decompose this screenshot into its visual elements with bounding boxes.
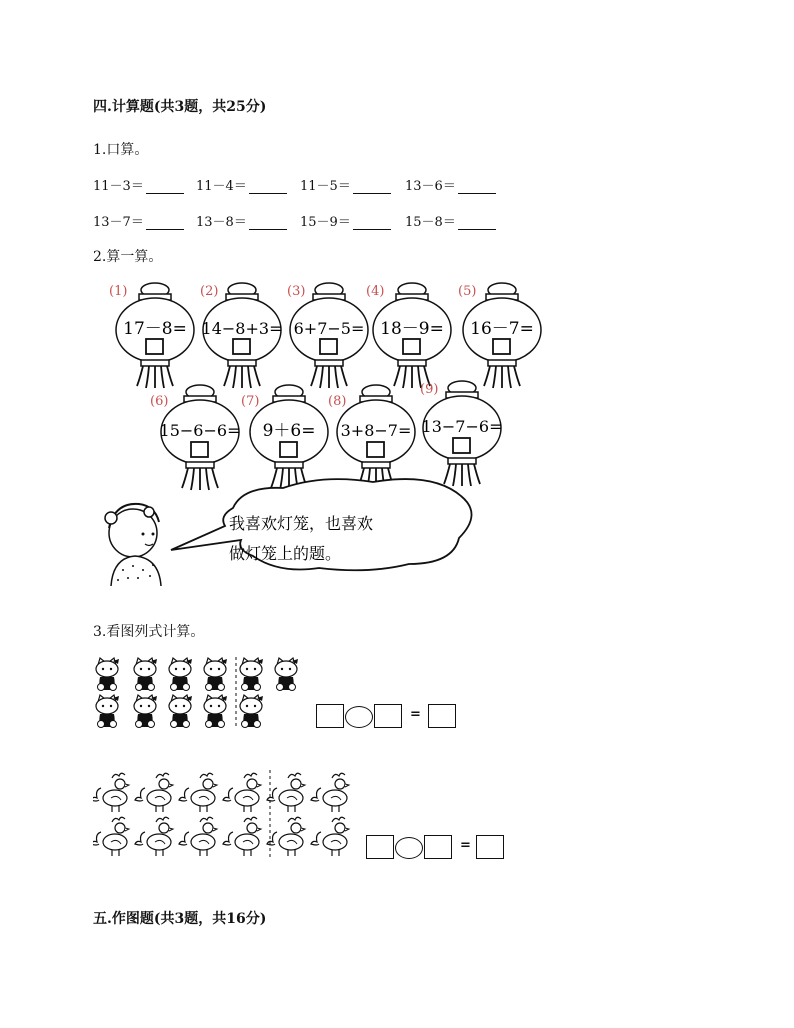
- hello-kitty-icon: [134, 695, 157, 728]
- answer-blank[interactable]: [249, 180, 287, 194]
- section-5-title: 五.作图题(共3题，共16分): [93, 911, 267, 927]
- answer-box[interactable]: [233, 339, 250, 354]
- hello-kitty-icon: [96, 658, 119, 691]
- rooster-group-right: [267, 773, 349, 856]
- lantern-5: [458, 283, 541, 388]
- lantern-expression: 15−6−6=: [159, 421, 241, 440]
- hello-kitty-icon: [240, 695, 263, 728]
- hello-kitty-icon: [240, 658, 263, 691]
- lantern-4: [366, 283, 451, 388]
- answer-blank[interactable]: [353, 216, 391, 230]
- hello-kitty-icon: [169, 658, 192, 691]
- equation: 13－6＝: [405, 175, 496, 194]
- question-1-title: 1.口算。: [93, 142, 149, 158]
- equals-sign: =: [460, 838, 471, 853]
- equals-sign: =: [410, 707, 421, 722]
- operator-oval[interactable]: [345, 706, 373, 728]
- lantern-number: (7): [241, 394, 260, 409]
- equation: 11－3＝: [93, 175, 184, 194]
- equation: 15－8＝: [405, 211, 496, 230]
- lantern-3: [287, 283, 368, 388]
- hello-kitty-icon: [204, 658, 227, 691]
- answer-box[interactable]: [403, 339, 420, 354]
- answer-box[interactable]: [146, 339, 163, 354]
- lantern-9: [420, 381, 502, 486]
- kitty-picture: [93, 655, 318, 730]
- rooster-icon: [93, 773, 129, 812]
- hello-kitty-icon: [275, 658, 298, 691]
- speech-line-1: 我喜欢灯笼，也喜欢: [229, 514, 374, 533]
- section-4-title: 四.计算题(共3题，共25分): [93, 99, 267, 115]
- answer-box[interactable]: [316, 704, 344, 728]
- question-2-title: 2.算一算。: [93, 249, 163, 265]
- operator-oval[interactable]: [395, 837, 423, 859]
- lantern-8: [328, 385, 415, 490]
- question-3-title: 3.看图列式计算。: [93, 624, 205, 640]
- lantern-number: (1): [109, 284, 128, 299]
- rooster-icon: [267, 773, 305, 812]
- lantern-number: (4): [366, 284, 385, 299]
- answer-blank[interactable]: [146, 216, 184, 230]
- lantern-expression: 13−7−6=: [421, 417, 503, 436]
- hello-kitty-icon: [96, 695, 119, 728]
- rooster-icon: [311, 817, 349, 856]
- answer-box[interactable]: [367, 442, 384, 457]
- answer-box[interactable]: [476, 835, 504, 859]
- rooster-group-left: [93, 773, 261, 856]
- lantern-6: [150, 385, 240, 490]
- rooster-icon: [311, 773, 349, 812]
- answer-box[interactable]: [493, 339, 510, 354]
- rooster-icon: [267, 817, 305, 856]
- speech-bubble: [171, 479, 472, 570]
- lantern-number: (3): [287, 284, 306, 299]
- lantern-1: [109, 283, 194, 388]
- hello-kitty-icon: [204, 695, 227, 728]
- lantern-2: [200, 283, 282, 388]
- lantern-number: (8): [328, 394, 347, 409]
- answer-blank[interactable]: [458, 216, 496, 230]
- rooster-icon: [135, 773, 173, 812]
- lantern-expression: 3+8−7=: [340, 421, 412, 440]
- equation: 15－9＝: [300, 211, 391, 230]
- answer-box[interactable]: [374, 704, 402, 728]
- rooster-picture: [93, 768, 363, 860]
- kitty-group-left: [96, 658, 263, 728]
- hello-kitty-icon: [169, 695, 192, 728]
- answer-box[interactable]: [191, 442, 208, 457]
- lantern-illustration: [93, 278, 548, 586]
- rooster-icon: [93, 817, 129, 856]
- lantern-7: [241, 385, 328, 490]
- answer-blank[interactable]: [458, 180, 496, 194]
- rooster-icon: [179, 773, 217, 812]
- answer-box[interactable]: [424, 835, 452, 859]
- speech-line-2: 做灯笼上的题。: [229, 544, 342, 563]
- answer-box[interactable]: [280, 442, 297, 457]
- equation: 11－5＝: [300, 175, 391, 194]
- lantern-expression: 6+7−5=: [293, 319, 365, 338]
- rooster-icon: [135, 817, 173, 856]
- answer-box[interactable]: [366, 835, 394, 859]
- lantern-row-1: [109, 283, 541, 388]
- lantern-expression: 14−8+3=: [201, 319, 283, 338]
- rooster-icon: [179, 817, 217, 856]
- lantern-row-2: [150, 381, 502, 490]
- answer-blank[interactable]: [353, 180, 391, 194]
- answer-box[interactable]: [320, 339, 337, 354]
- answer-box[interactable]: [428, 704, 456, 728]
- lantern-expression: 17－8=: [123, 319, 187, 339]
- answer-box[interactable]: [453, 438, 470, 453]
- answer-blank[interactable]: [146, 180, 184, 194]
- lantern-number: (9): [420, 382, 439, 397]
- lantern-number: (2): [200, 284, 219, 299]
- equation: 11－4＝: [196, 175, 287, 194]
- equation: 13－8＝: [196, 211, 287, 230]
- rooster-icon: [223, 817, 261, 856]
- girl-icon: [105, 504, 161, 586]
- lantern-expression: 18－9=: [380, 319, 444, 339]
- lantern-number: (5): [458, 284, 477, 299]
- equation: 13－7＝: [93, 211, 184, 230]
- hello-kitty-icon: [134, 658, 157, 691]
- rooster-icon: [223, 773, 261, 812]
- lantern-expression: 16－7=: [470, 319, 534, 339]
- lantern-expression: 9＋6=: [262, 421, 316, 441]
- answer-blank[interactable]: [249, 216, 287, 230]
- lantern-number: (6): [150, 394, 169, 409]
